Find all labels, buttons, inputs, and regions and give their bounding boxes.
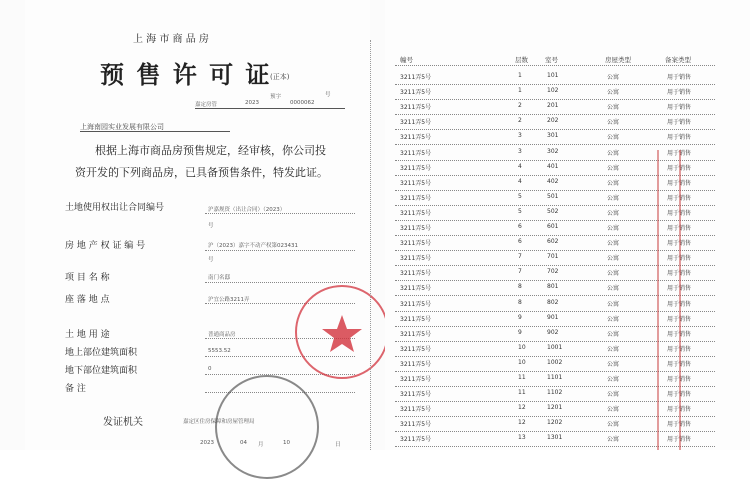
cell-floor: 12: [518, 404, 526, 412]
cell-floor: 1: [518, 72, 522, 79]
cell-use: 用于销售: [667, 194, 692, 202]
cell-use: 用于销售: [667, 345, 692, 353]
col-header-use: 备案类型: [665, 56, 691, 64]
cell-type: 公寓: [607, 104, 620, 112]
cell-building: 3211弄5号: [400, 421, 432, 429]
field-value-contract: 沪嘉规资（出让合同）（2023）: [208, 207, 286, 213]
cell-type: 公寓: [607, 149, 620, 157]
cell-floor: 6: [518, 238, 522, 246]
field-value-deed: 沪（2023）嘉字不动产权第023431: [208, 243, 298, 249]
cell-room: 1002: [547, 358, 563, 366]
cell-building: 3211弄5号: [400, 240, 432, 248]
room-list-page: [385, 0, 750, 450]
field-value-location: 沪宜公路3211弄: [208, 297, 250, 303]
certificate-page: [25, 0, 370, 450]
cell-type: 公寓: [607, 406, 620, 414]
cell-room: 902: [547, 328, 559, 336]
cell-type: 公寓: [607, 209, 620, 217]
cell-floor: 7: [518, 253, 522, 261]
cell-building: 3211弄5号: [400, 89, 432, 97]
cell-use: 用于销售: [667, 134, 692, 142]
cell-use: 用于销售: [667, 330, 692, 338]
cell-floor: 2: [518, 117, 522, 125]
cell-floor: 1: [518, 87, 522, 95]
company-underline: [80, 131, 230, 132]
cell-use: 用于销售: [667, 119, 692, 127]
cell-room: 1001: [547, 343, 563, 351]
cell-room: 502: [547, 207, 559, 215]
meta-year: 2023: [245, 100, 259, 106]
cell-floor: 3: [518, 132, 522, 140]
cell-room: 202: [547, 117, 559, 125]
cell-use: 用于销售: [667, 300, 692, 308]
cell-use: 用于销售: [667, 225, 692, 232]
cell-room: 402: [547, 177, 559, 185]
cell-use: 用于销售: [667, 376, 692, 383]
field-value-deed-2: 号: [208, 257, 214, 263]
cell-building: 3211弄5号: [400, 391, 432, 399]
field-value-contract-2: 号: [208, 223, 214, 229]
field-label-below-area: 地下部位建筑面积: [65, 366, 138, 376]
meta-no-label: 号: [325, 92, 331, 98]
cell-type: 公寓: [607, 330, 620, 338]
cell-room: 602: [547, 238, 559, 246]
table-header-line: [395, 65, 715, 66]
company-name: 上海南园实业发展有限公司: [80, 123, 164, 131]
cell-building: 3211弄5号: [400, 194, 432, 202]
field-line-project: [205, 282, 355, 283]
cell-use: 用于销售: [667, 285, 692, 293]
table-row: [385, 115, 715, 130]
cell-type: 公寓: [607, 194, 620, 202]
overlap-stamp-strip: [657, 150, 681, 450]
certificate-header-small: 上 海 市 商 品 房: [133, 34, 209, 45]
cell-room: 802: [547, 298, 559, 306]
cell-type: 公寓: [607, 315, 620, 323]
field-label-above-area: 地上部位建筑面积: [65, 348, 138, 358]
cell-use: 用于销售: [667, 89, 692, 97]
cell-type: 公寓: [607, 300, 620, 308]
cell-use: 用于销售: [667, 391, 692, 399]
cell-use: 用于销售: [667, 164, 692, 172]
cell-building: 3211弄5号: [400, 179, 432, 187]
cell-floor: 12: [518, 419, 526, 427]
cell-type: 公寓: [607, 164, 620, 172]
meta-number: 0000062: [290, 100, 315, 106]
cell-floor: 4: [518, 162, 522, 170]
cell-floor: 11: [518, 374, 526, 381]
cell-room: 401: [547, 162, 559, 170]
meta-word: 预字: [270, 94, 282, 100]
cell-room: 501: [547, 192, 559, 200]
cell-floor: 3: [518, 147, 522, 155]
cell-building: 3211弄5号: [400, 345, 432, 353]
col-header-building: 幢号: [400, 56, 413, 64]
issuer-seal: [215, 375, 319, 479]
cell-building: 3211弄5号: [400, 119, 432, 127]
cell-use: 用于销售: [667, 240, 692, 248]
cell-floor: 5: [518, 207, 522, 215]
cell-type: 公寓: [607, 89, 620, 97]
certificate-title-suffix: (正本): [270, 73, 290, 81]
field-label-location: 座 落 地 点: [65, 295, 110, 305]
cell-floor: 9: [518, 313, 522, 321]
cell-room: 702: [547, 268, 559, 276]
cell-type: 公寓: [607, 240, 620, 248]
field-value-land-use: 普通商品房: [208, 332, 236, 338]
cell-room: 1101: [547, 374, 563, 381]
cell-use: 用于销售: [667, 360, 692, 368]
cell-type: 公寓: [607, 436, 620, 444]
issue-date-year: 2023: [200, 440, 214, 446]
issuer-label: 发证机关: [103, 417, 143, 428]
red-seal-star-icon: [297, 287, 387, 377]
table-row: [385, 85, 715, 100]
col-header-type: 房屋类型: [605, 56, 631, 64]
cell-type: 公寓: [607, 74, 620, 81]
cell-building: 3211弄5号: [400, 270, 432, 278]
cell-room: 101: [547, 72, 559, 79]
cell-type: 公寓: [607, 376, 620, 383]
issue-date-month-label: 月: [258, 442, 264, 448]
cell-use: 用于销售: [667, 406, 692, 414]
cell-floor: 4: [518, 177, 522, 185]
cell-floor: 8: [518, 298, 522, 306]
cell-building: 3211弄5号: [400, 134, 432, 142]
field-label-contract: 土地使用权出让合同编号: [65, 203, 165, 213]
meta-left: 嘉定房管: [195, 102, 218, 108]
cell-type: 公寓: [607, 134, 620, 142]
cell-floor: 6: [518, 223, 522, 230]
cell-room: 1301: [547, 434, 563, 442]
certificate-title: 预 售 许 可 证: [100, 60, 272, 89]
table-row: [385, 130, 715, 145]
cell-use: 用于销售: [667, 179, 692, 187]
cell-type: 公寓: [607, 179, 620, 187]
issuer-name: 嘉定区住房保障和房屋管理局: [183, 419, 255, 425]
cell-type: 公寓: [607, 285, 620, 293]
cell-type: 公寓: [607, 255, 620, 263]
paragraph-line-1: 根据上海市商品房预售规定，经审核，你公司投: [95, 144, 326, 157]
cell-type: 公寓: [607, 391, 620, 399]
cell-building: 3211弄5号: [400, 330, 432, 338]
cell-use: 用于销售: [667, 104, 692, 112]
table-row: [385, 100, 715, 115]
cell-use: 用于销售: [667, 209, 692, 217]
cell-floor: 8: [518, 283, 522, 291]
cell-use: 用于销售: [667, 255, 692, 263]
cell-type: 公寓: [607, 345, 620, 353]
cell-floor: 10: [518, 358, 526, 366]
cell-floor: 7: [518, 268, 522, 276]
cell-floor: 2: [518, 102, 522, 110]
cell-use: 用于销售: [667, 74, 692, 81]
cell-type: 公寓: [607, 270, 620, 278]
cell-use: 用于销售: [667, 315, 692, 323]
cell-room: 301: [547, 132, 559, 140]
cell-room: 1202: [547, 419, 563, 427]
field-label-remarks: 备 注: [65, 384, 86, 394]
cell-type: 公寓: [607, 421, 620, 429]
field-line-contract: [205, 213, 355, 214]
cell-building: 3211弄5号: [400, 360, 432, 368]
cell-use: 用于销售: [667, 270, 692, 278]
cell-building: 3211弄5号: [400, 209, 432, 217]
page-divider: [370, 40, 372, 450]
cell-building: 3211弄5号: [400, 406, 432, 414]
cell-type: 公寓: [607, 360, 620, 368]
cell-building: 3211弄5号: [400, 315, 432, 323]
cell-floor: 9: [518, 328, 522, 336]
cell-room: 601: [547, 223, 559, 230]
cell-building: 3211弄5号: [400, 225, 432, 232]
cell-use: 用于销售: [667, 421, 692, 429]
cell-building: 3211弄5号: [400, 149, 432, 157]
cell-floor: 11: [518, 389, 526, 397]
cell-building: 3211弄5号: [400, 376, 432, 383]
cell-building: 3211弄5号: [400, 436, 432, 444]
cell-floor: 10: [518, 343, 526, 351]
field-label-deed: 房 地 产 权 证 编 号: [65, 241, 146, 251]
cell-room: 1201: [547, 404, 563, 412]
cell-building: 3211弄5号: [400, 74, 432, 81]
cell-room: 302: [547, 147, 559, 155]
cell-room: 1102: [547, 389, 563, 397]
col-header-room: 室号: [545, 56, 558, 64]
meta-underline: [195, 108, 345, 109]
issue-date-day-label: 日: [335, 442, 341, 448]
cell-building: 3211弄5号: [400, 285, 432, 293]
cell-floor: 13: [518, 434, 526, 442]
col-header-floor: 层数: [515, 56, 528, 64]
cell-building: 3211弄5号: [400, 104, 432, 112]
red-company-seal: [295, 285, 389, 379]
issue-date-day: 10: [283, 440, 290, 446]
field-value-project: 南门名邸: [208, 275, 231, 281]
cell-building: 3211弄5号: [400, 300, 432, 308]
table-row: [385, 70, 715, 85]
issue-date-month: 04: [240, 440, 247, 446]
field-label-project: 项 目 名 称: [65, 273, 110, 283]
cell-floor: 5: [518, 192, 522, 200]
cell-room: 801: [547, 283, 559, 291]
field-value-below-area: 0: [208, 366, 212, 372]
field-label-land-use: 土 地 用 途: [65, 330, 110, 340]
cell-use: 用于销售: [667, 436, 692, 444]
paragraph-line-2: 资开发的下列商品房，已具备预售条件，特发此证。: [75, 166, 328, 179]
cell-room: 701: [547, 253, 559, 261]
cell-building: 3211弄5号: [400, 255, 432, 263]
cell-type: 公寓: [607, 225, 620, 232]
cell-use: 用于销售: [667, 149, 692, 157]
field-value-above-area: 5553.52: [208, 348, 231, 354]
cell-room: 201: [547, 102, 559, 110]
cell-room: 102: [547, 87, 559, 95]
cell-building: 3211弄5号: [400, 164, 432, 172]
cell-type: 公寓: [607, 119, 620, 127]
field-line-deed: [205, 250, 355, 251]
cell-room: 901: [547, 313, 559, 321]
